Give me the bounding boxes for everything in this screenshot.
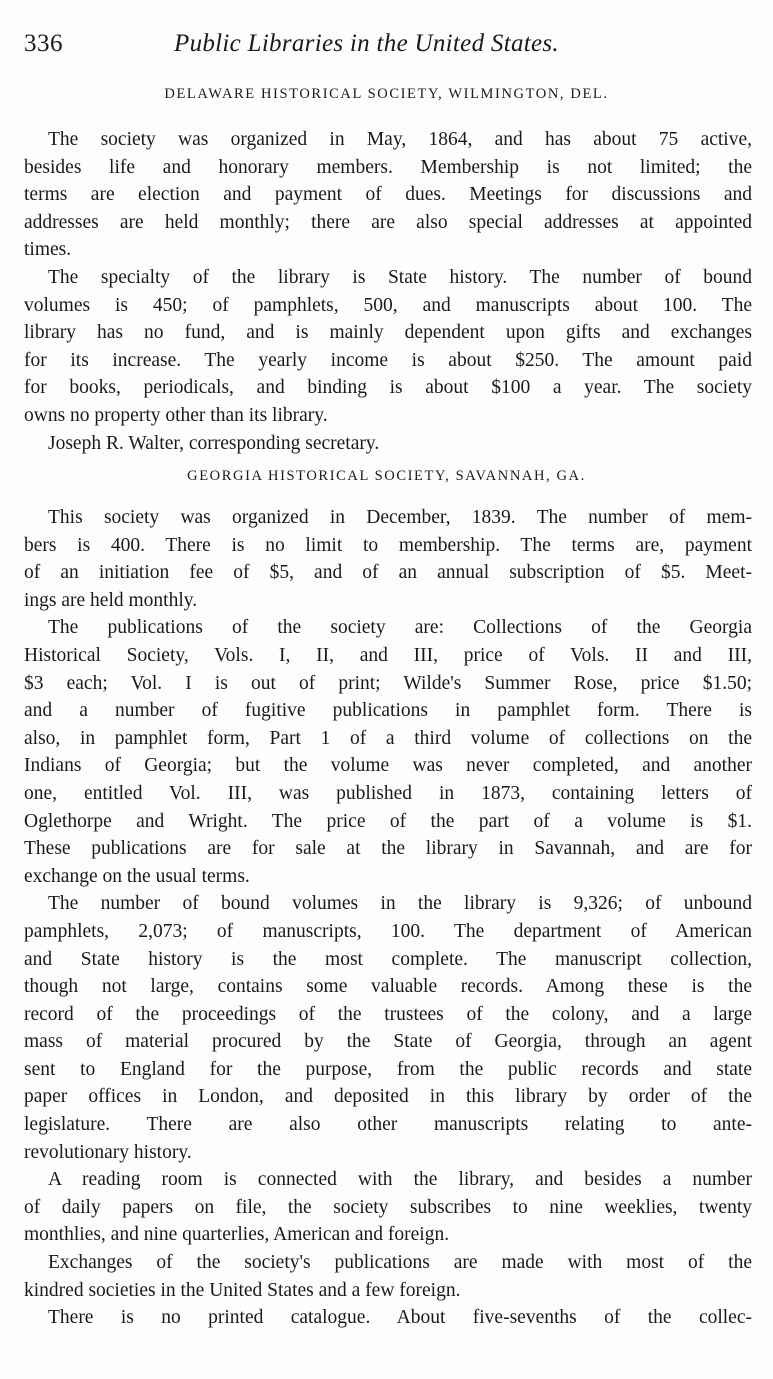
text-line: There is no printed catalogue. About five-sevenths of the collec- bbox=[48, 1307, 752, 1329]
text-line: monthlies, and nine quarterlies, American and foreign. bbox=[24, 1224, 450, 1246]
text-line: The society was organized in May, 1864, and has about 75 active, bbox=[48, 129, 752, 150]
georgia-heading: GEORGIA HISTORICAL SOCIETY, SAVANNAH, GA. bbox=[187, 468, 586, 484]
text-line: exchange on the usual terms. bbox=[24, 865, 250, 887]
text-line: of an initiation fee of $5, and of an annual subscription of $5. Meet- bbox=[24, 562, 752, 584]
text-line: one, entitled Vol. III, was published in 1873, containing letters of bbox=[24, 782, 752, 804]
delaware-text bbox=[24, 126, 752, 457]
text-line: ings are held monthly. bbox=[24, 589, 198, 611]
text-line: Exchanges of the society's publications are made with most of the bbox=[48, 1252, 752, 1274]
text-line: library has no fund, and is mainly dependent upon gifts and exchanges bbox=[24, 322, 752, 344]
text-line: A reading room is connected with the library, and besides a number bbox=[48, 1169, 752, 1191]
running-head bbox=[24, 30, 752, 66]
page-number: 336 bbox=[24, 30, 63, 57]
text-line: pamphlets, 2,073; of manuscripts, 100. The department of American bbox=[24, 920, 752, 942]
text-line: These publications are for sale at the library in Savannah, and are for bbox=[24, 838, 752, 860]
georgia-text bbox=[24, 504, 752, 1332]
text-line: for books, periodicals, and binding is about $100 a year. The society bbox=[24, 377, 752, 399]
text-line: paper offices in London, and deposited in this library by order of the bbox=[24, 1086, 752, 1108]
text-line: The publications of the society are: Collections of the Georgia bbox=[48, 617, 752, 639]
text-line: terms are election and payment of dues. Meetings for discussions and bbox=[24, 184, 752, 206]
text-line: bers is 400. There is no limit to membership. The terms are, payment bbox=[24, 534, 752, 556]
delaware-heading: DELAWARE HISTORICAL SOCIETY, WILMINGTON, DEL. bbox=[164, 86, 609, 102]
running-title: Public Libraries in the United States. bbox=[174, 30, 559, 57]
text-line: Indians of Georgia; but the volume was never completed, and another bbox=[24, 755, 752, 777]
text-line: Oglethorpe and Wright. The price of the part of a volume is $1. bbox=[24, 810, 752, 832]
text-line: kindred societies in the United States and a few foreign. bbox=[24, 1279, 461, 1301]
text-line: though not large, contains some valuable records. Among these is the bbox=[24, 976, 752, 998]
text-line: This society was organized in December, 1839. The number of mem- bbox=[48, 507, 752, 528]
text-line: The number of bound volumes in the library is 9,326; of unbound bbox=[48, 893, 752, 915]
text-line: and State history is the most complete. The manuscript collection, bbox=[24, 948, 752, 970]
text-line: Historical Society, Vols. I, II, and III, price of Vols. II and III, bbox=[24, 644, 752, 666]
text-line: sent to England for the purpose, from the public records and state bbox=[24, 1058, 752, 1080]
text-line: mass of material procured by the State of Georgia, through an agent bbox=[24, 1031, 752, 1053]
text-line: $3 each; Vol. I is out of print; Wilde's Summer Rose, price $1.50; bbox=[24, 672, 752, 694]
text-line: and a number of fugitive publications in pamphlet form. There is bbox=[24, 700, 752, 722]
text-line: legislature. There are also other manuscripts relating to ante- bbox=[24, 1114, 752, 1136]
text-line: revolutionary history. bbox=[24, 1141, 192, 1163]
text-line: addresses are held monthly; there are also special addresses at appointed bbox=[24, 211, 752, 233]
text-line: The specialty of the library is State history. The number of bound bbox=[48, 266, 752, 288]
text-line: record of the proceedings of the trustees of the colony, and a large bbox=[24, 1003, 752, 1025]
text-line: also, in pamphlet form, Part 1 of a third volume of collections on the bbox=[24, 727, 752, 749]
text-line: of daily papers on file, the society subscribes to nine weeklies, twenty bbox=[24, 1196, 752, 1218]
text-line: for its increase. The yearly income is about $250. The amount paid bbox=[24, 349, 752, 371]
text-line: volumes is 450; of pamphlets, 500, and manuscripts about 100. The bbox=[24, 294, 752, 316]
text-line: besides life and honorary members. Membership is not limited; the bbox=[24, 156, 752, 178]
text-line: Joseph R. Walter, corresponding secretary. bbox=[48, 432, 380, 454]
text-line: times. bbox=[24, 239, 72, 261]
text-line: owns no property other than its library. bbox=[24, 404, 328, 426]
